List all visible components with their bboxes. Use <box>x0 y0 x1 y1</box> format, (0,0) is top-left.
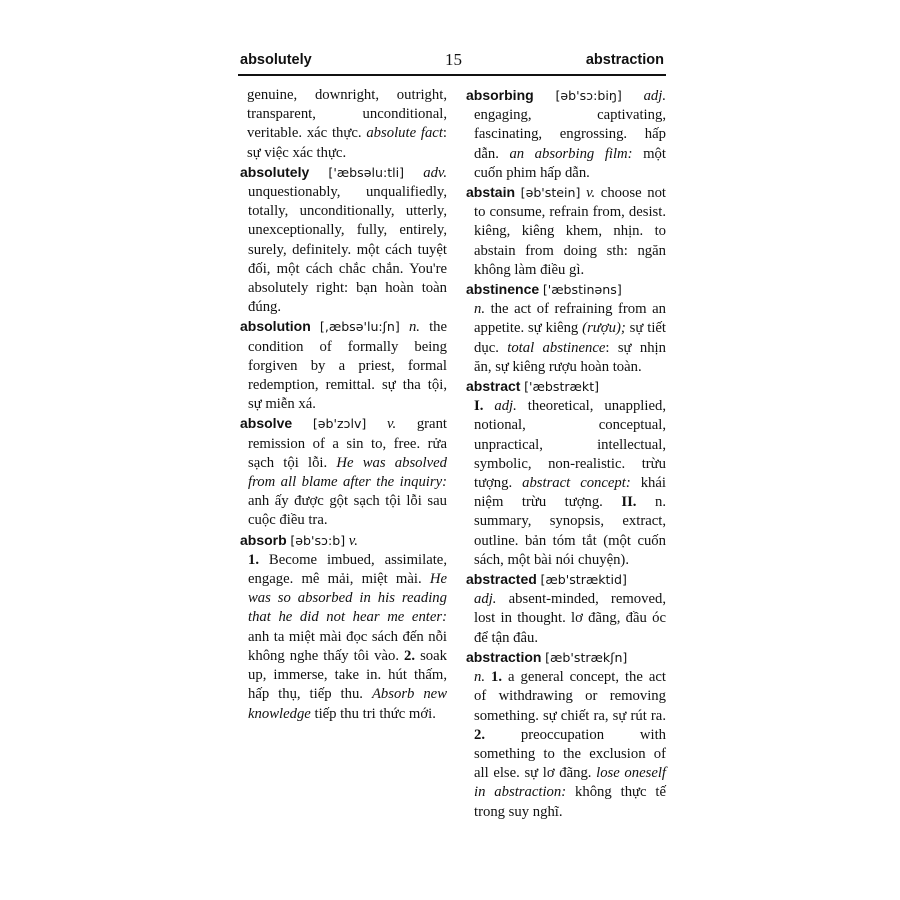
pronunciation: ['æbstinəns] <box>542 282 622 298</box>
entry-example: Absorb new knowledge <box>248 686 447 722</box>
pronunciation: [əb'stein] <box>520 185 581 201</box>
entry-example: an absorbing film: <box>509 145 633 162</box>
headword: abstracted <box>466 571 537 588</box>
part-of-speech: adj. <box>494 398 517 415</box>
pronunciation: [æb'strækʃn] <box>545 649 628 665</box>
pronunciation: [əb'sɔ:biŋ] <box>555 88 622 103</box>
entry-text: theoretical, unapplied, notional, conceptual, unpractical, intellectual, symbolic, non-realistic. trừu tượng. <box>474 398 666 492</box>
part-of-speech: adj. <box>643 88 667 104</box>
entry-text: preoccupation with something to the exclusion of all else. sự lơ đãng. <box>474 726 666 782</box>
headword: abstraction <box>466 648 542 665</box>
entry-abstain <box>466 183 666 280</box>
pronunciation: [əb'zɔlv] <box>312 416 367 432</box>
entry-abstraction <box>466 648 666 822</box>
entry-absorb <box>240 531 447 724</box>
sense-number: 2. <box>404 647 416 664</box>
entry-text: the condition of formally being forgiven by a priest, formal redemption, remittal. sự tha tội, sự miễn xá. <box>248 319 448 413</box>
entry-text: không thực tế trong suy nghĩ. <box>474 784 666 820</box>
entry-text: anh ta miệt mài đọc sách đến nỗi không nghe thấy tôi vào. <box>248 628 447 664</box>
entry-continuation <box>240 86 447 163</box>
pronunciation: ['æbsəlu:tli] <box>328 164 405 180</box>
entry-abstracted <box>466 570 666 648</box>
sense-number: I. <box>474 398 484 415</box>
pronunciation: [,æbsə'lu:ʃn] <box>319 319 400 335</box>
entry-example: absolute fact <box>366 125 443 142</box>
entry-text: anh ấy được gột sạch tội lỗi sau cuộc điều tra. <box>248 493 447 529</box>
right-column <box>466 86 666 822</box>
part-of-speech: n. <box>474 669 486 686</box>
entry-absolutely <box>240 163 447 318</box>
entry-absorbing <box>466 86 666 183</box>
part-of-speech: v. <box>586 185 596 202</box>
part-of-speech: n. <box>474 301 486 318</box>
entry-text: : sự nhịn ăn, sự kiêng rượu hoàn toàn. <box>474 339 666 375</box>
part-of-speech: n. <box>408 319 420 336</box>
right-guide-word: abstraction <box>585 52 664 68</box>
sense-number: II. <box>621 494 637 511</box>
part-of-speech: adv. <box>423 164 448 181</box>
entry-text: sự tiết dục. <box>474 320 667 356</box>
entry-text: engaging, captivating, fascinating, engrossing. hấp dẫn. <box>474 107 666 162</box>
entry-text: absent-minded, removed, lost in thought. lơ đãng, đầu óc để tận đâu. <box>474 591 666 646</box>
left-guide-word: absolutely <box>240 52 312 68</box>
headword: absorb <box>240 531 287 548</box>
sense-number: 2. <box>474 726 486 743</box>
entry-abstinence <box>466 280 666 377</box>
header-rule <box>238 74 666 76</box>
entry-text: genuine, downright, outright, transparent, unconditional, veritable. xác thực. <box>247 87 447 142</box>
entry-abstract <box>466 377 666 570</box>
entry-text: khái niệm trừu tượng. <box>474 475 666 511</box>
entry-text: a general concept, the act of withdrawing or removing something. sự chiết ra, sự rút ra. <box>474 669 667 724</box>
part-of-speech: adj. <box>474 591 497 608</box>
entry-example: (rượu); <box>582 320 626 337</box>
headword: absolutely <box>240 163 310 180</box>
pronunciation: ['æbstrækt] <box>524 379 600 395</box>
entry-text: the act of refraining from an appetite. sự kiêng <box>474 301 666 337</box>
pronunciation: [əb'sɔ:b] <box>290 532 346 548</box>
headword: absolve <box>240 415 293 432</box>
entry-example: He was absolved from all blame after the inquiry: <box>248 454 447 491</box>
entry-text: choose not to consume, refrain from, desist. kiêng, kiêng khem, nhịn. to abstain from doing sth: ngăn không làm điều gì. <box>474 185 666 278</box>
left-column <box>240 86 447 724</box>
entry-text: n. summary, synopsis, extract, outline. bản tóm tắt (một cuốn sách, một bài nói chuyện). <box>474 494 666 568</box>
headword: abstain <box>466 184 516 201</box>
entry-example: total abstinence <box>507 339 606 356</box>
entry-text: : sự việc xác thực. <box>247 125 447 161</box>
part-of-speech: v. <box>348 532 358 549</box>
part-of-speech: v. <box>387 416 397 433</box>
entry-text: tiếp thu tri thức mới. <box>310 705 436 722</box>
headword: abstract <box>466 378 521 395</box>
entry-text: grant remission of a sin to, free. rửa sạch tội lỗi. <box>248 416 448 471</box>
pronunciation: [æb'stræktid] <box>540 572 627 588</box>
sense-number: 1. <box>248 551 260 568</box>
headword: abstinence <box>466 281 540 298</box>
entry-example: He was so absorbed in his reading that he did not hear me enter: <box>248 571 447 626</box>
headword: absolution <box>240 318 311 335</box>
entry-absolution <box>240 317 447 414</box>
entry-text: Become imbued, assimilate, engage. mê mải, miệt mài. <box>248 551 447 588</box>
headword: absorbing <box>466 87 534 103</box>
entry-example: lose oneself in abstraction: <box>474 765 667 801</box>
entry-absolve <box>240 414 447 530</box>
page-number: 15 <box>445 50 462 69</box>
entry-text: soak up, immerse, take in. hút thấm, hấp thụ, tiếp thu. <box>248 647 447 703</box>
entry-text: một cuốn phim hấp dẫn. <box>474 145 666 181</box>
entry-example: abstract concept: <box>522 475 631 492</box>
sense-number: 1. <box>491 669 503 686</box>
entry-text: unquestionably, unqualifiedly, totally, unconditionally, utterly, unexceptionally, fully, entirely, surely, definitely. một cách tuyệt đối, một cách chắc chắn. You're absolutely right: bạn hoàn toàn đúng. <box>248 184 447 316</box>
